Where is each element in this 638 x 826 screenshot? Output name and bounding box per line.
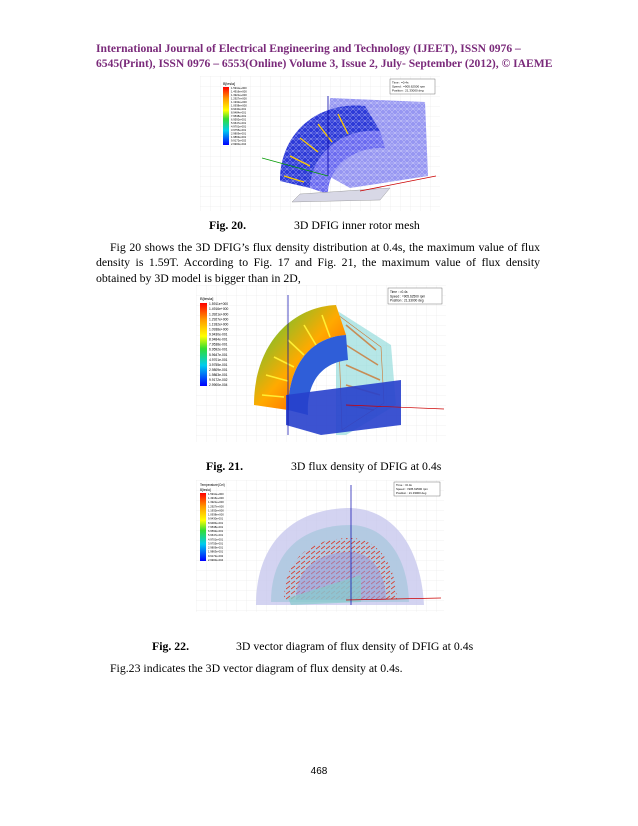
legend-value: 7.9538e-001 xyxy=(231,114,247,118)
legend-value: 1.5911e+000 xyxy=(231,86,247,90)
info-speed: Speed : =905.62500 rpm xyxy=(390,294,426,299)
caption-text: 3D vector diagram of flux density of DFIG at 0.4s xyxy=(236,639,474,653)
legend-value: 8.9484e-001 xyxy=(231,111,247,115)
info-speed: Speed : =905.62500 rpm xyxy=(392,84,426,89)
legend-value: 5.9647e-001 xyxy=(231,121,247,125)
legend-value: 1.0938e+000 xyxy=(208,513,224,517)
journal-header-line-1: International Journal of Electrical Engineering and Technology (IJEET), ISSN 0976 – xyxy=(96,42,521,55)
legend-title: B[tesla] xyxy=(200,296,214,301)
legend-value: 6.9592e-001 xyxy=(231,118,247,122)
figure-20-caption xyxy=(209,218,420,233)
legend-value: 1.0938e+000 xyxy=(209,327,229,332)
info-time: Time : =0.4s xyxy=(392,80,409,85)
legend-value: 4.9701e-001 xyxy=(209,357,228,362)
legend-value: 1.2927e+000 xyxy=(231,97,247,101)
info-position: Position : 21.33000 deg xyxy=(396,491,427,495)
legend-title: B[tesla] xyxy=(223,82,235,86)
legend-value: 9.9172e-002 xyxy=(209,378,228,383)
legend-value: 4.9701e-001 xyxy=(231,125,247,129)
legend-value: 1.1932e+000 xyxy=(231,100,247,104)
legend-value: 6.9592e-001 xyxy=(209,347,228,352)
caption-number: Fig. 20. xyxy=(209,218,247,232)
legend-title: B[tesla] xyxy=(200,488,211,492)
info-position: Position : 21.33000 deg xyxy=(392,88,424,93)
legend-value: 1.3921e+000 xyxy=(209,312,229,317)
caption-number: Fig. 21. xyxy=(206,459,244,473)
legend-value: 7.9538e-001 xyxy=(209,342,228,347)
legend-value: 1.4916e+000 xyxy=(231,90,247,94)
legend-value: 8.9484e-001 xyxy=(208,521,224,525)
legend-value: 2.9809e-001 xyxy=(231,132,247,136)
figure-22-info-box xyxy=(394,482,440,496)
legend-value: 9.9430e-001 xyxy=(209,332,228,337)
legend-value: 1.0938e+000 xyxy=(231,104,247,108)
figure-22-legend xyxy=(200,483,225,562)
legend-value: 1.5911e+000 xyxy=(208,492,224,496)
legend-value: 1.9863e-001 xyxy=(209,373,228,378)
journal-header-line-2: 6545(Print), ISSN 0976 – 6553(Online) Volume 3, Issue 2, July- September (2012), © IAEME xyxy=(96,57,553,70)
legend-value: 4.9701e-001 xyxy=(208,538,224,542)
legend-value: 1.4916e+000 xyxy=(209,307,229,312)
info-speed: Speed : =905.62500 rpm xyxy=(396,487,428,491)
legend-value: 9.9172e-002 xyxy=(231,139,247,143)
legend-value: 1.9863e-001 xyxy=(231,135,247,139)
legend-value: 3.9755e-001 xyxy=(208,542,224,546)
figure-21-image xyxy=(196,285,446,442)
legend-value: 1.1932e+000 xyxy=(209,322,229,327)
legend-value: 9.9430e-001 xyxy=(208,517,224,521)
paragraph-1: Fig 20 shows the 3D DFIG’s flux density distribution at 0.4s, the maximum value of flux density is 1.59T. According to Fig. 17 and Fig. 21, the maximum value of flux density obtained by 3D model is bigger than in 2D, xyxy=(96,240,540,285)
figure-21-info-box xyxy=(388,288,442,304)
legend-values xyxy=(231,86,247,146)
legend-value: 2.9900e-004 xyxy=(231,142,247,146)
caption-text: 3D flux density of DFIG at 0.4s xyxy=(291,459,442,473)
legend-value: 7.9538e-001 xyxy=(208,525,224,529)
info-position: Position : 21.33000 deg xyxy=(390,298,424,303)
legend-value: 9.9172e-002 xyxy=(208,554,224,558)
legend-value: 1.2927e+000 xyxy=(209,317,229,322)
journal-header xyxy=(96,41,553,71)
figure-22-caption xyxy=(152,639,474,654)
legend-value: 9.9430e-001 xyxy=(231,107,247,111)
figure-20-image xyxy=(200,76,440,211)
legend-value: 5.9647e-001 xyxy=(209,352,228,357)
page-number: 468 xyxy=(310,766,328,777)
legend-value: 1.4916e+000 xyxy=(208,497,224,501)
legend-value: 2.9900e-004 xyxy=(209,383,228,388)
legend-value: 1.9863e-001 xyxy=(208,550,224,554)
info-time: Time : =0.4s xyxy=(396,483,412,487)
legend-values xyxy=(208,492,224,562)
legend-subtitle: Temperature(Cel) xyxy=(200,483,225,487)
legend-value: 1.3921e+000 xyxy=(231,93,247,97)
legend-value: 3.9755e-001 xyxy=(209,362,228,367)
figure-20-legend xyxy=(223,82,247,146)
info-time: Time : =0.4s xyxy=(390,290,408,294)
legend-value: 1.5911e+000 xyxy=(209,302,229,307)
figure-21-legend xyxy=(200,296,229,387)
figure-21-caption xyxy=(206,459,442,474)
legend-value: 2.9809e-001 xyxy=(208,546,224,550)
legend-value: 6.9592e-001 xyxy=(208,530,224,534)
legend-value: 3.9755e-001 xyxy=(231,128,247,132)
paragraph-2: Fig.23 indicates the 3D vector diagram of flux density at 0.4s. xyxy=(110,661,403,675)
figure-20-info-box xyxy=(390,79,435,94)
legend-value: 1.1932e+000 xyxy=(208,509,224,513)
legend-value: 1.3921e+000 xyxy=(208,501,224,505)
caption-number: Fig. 22. xyxy=(152,639,190,653)
legend-values xyxy=(209,302,229,387)
legend-value: 1.2927e+000 xyxy=(208,505,224,509)
legend-value: 2.9900e-004 xyxy=(208,558,224,562)
figure-22-image xyxy=(196,480,444,612)
legend-value: 2.9809e-001 xyxy=(209,367,228,372)
caption-text: 3D DFIG inner rotor mesh xyxy=(294,218,420,232)
legend-value: 8.9484e-001 xyxy=(209,337,228,342)
legend-value: 5.9647e-001 xyxy=(208,534,224,538)
